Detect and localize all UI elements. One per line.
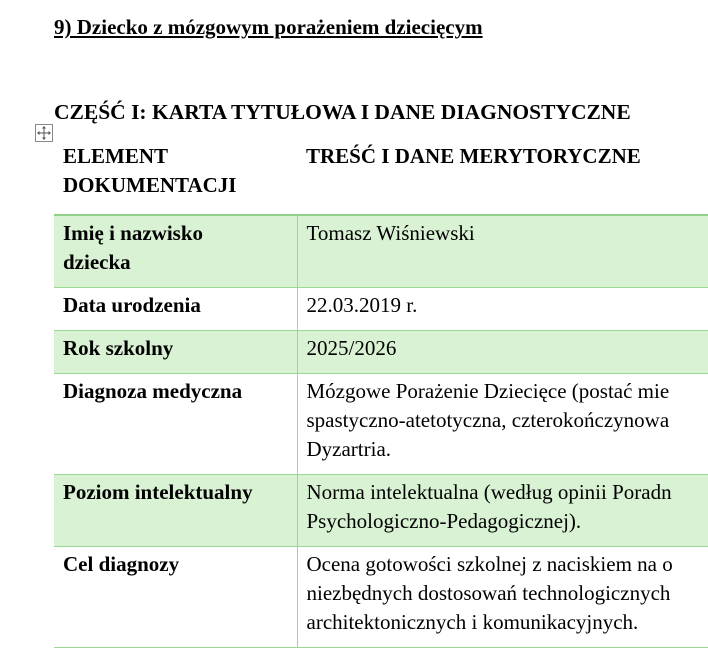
row-value-line: Tomasz Wiśniewski [307, 219, 708, 248]
row-value-line: architektonicznych i komunikacyjnych. [307, 608, 708, 637]
row-value [297, 331, 708, 374]
row-label [54, 215, 297, 288]
row-value [297, 475, 708, 547]
table-row [54, 331, 708, 374]
row-value-line: Mózgowe Porażenie Dziecięce (postać mie [307, 377, 708, 406]
row-value [297, 288, 708, 331]
move-arrows-icon[interactable] [35, 124, 53, 142]
row-value-line: 22.03.2019 r. [307, 291, 708, 320]
row-label [54, 288, 297, 331]
row-label-line: dziecka [63, 248, 288, 277]
row-label-line: Data urodzenia [63, 291, 288, 320]
row-label [54, 331, 297, 374]
header-element-line: ELEMENT [63, 142, 288, 171]
header-content [297, 139, 708, 215]
row-value [297, 547, 708, 648]
row-label [54, 475, 297, 547]
row-value [297, 215, 708, 288]
row-label-line: Rok szkolny [63, 334, 288, 363]
row-label [54, 374, 297, 475]
header-element-line: DOKUMENTACJI [63, 171, 288, 200]
row-value-line: spastyczno-atetotyczna, czterokończynowa [307, 406, 708, 435]
row-value-line: niezbędnych dostosowań technologicznych [307, 579, 708, 608]
row-value-line: 2025/2026 [307, 334, 708, 363]
header-element [54, 139, 297, 215]
row-value [297, 374, 708, 475]
row-value-line: Psychologiczno-Pedagogicznej). [307, 507, 708, 536]
section-heading: 9) Dziecko z mózgowym porażeniem dziecięcym [54, 15, 483, 40]
row-label-line: Poziom intelektualny [63, 478, 288, 507]
table-row [54, 374, 708, 475]
row-label-line: Imię i nazwisko [63, 219, 288, 248]
diagnostic-table [54, 139, 708, 648]
table-row [54, 288, 708, 331]
row-label [54, 547, 297, 648]
table-row [54, 475, 708, 547]
table-header-row [54, 139, 708, 215]
table-row [54, 215, 708, 288]
row-label-line: Cel diagnozy [63, 550, 288, 579]
row-value-line: Dyzartria. [307, 435, 708, 464]
table-row [54, 547, 708, 648]
header-content-line: TREŚĆ I DANE MERYTORYCZNE [306, 142, 708, 171]
row-label-line: Diagnoza medyczna [63, 377, 288, 406]
row-value-line: Norma intelektualna (według opinii Poradn [307, 478, 708, 507]
row-value-line: Ocena gotowości szkolnej z naciskiem na o [307, 550, 708, 579]
part-heading: CZĘŚĆ I: KARTA TYTUŁOWA I DANE DIAGNOSTYCZNE [54, 100, 631, 125]
